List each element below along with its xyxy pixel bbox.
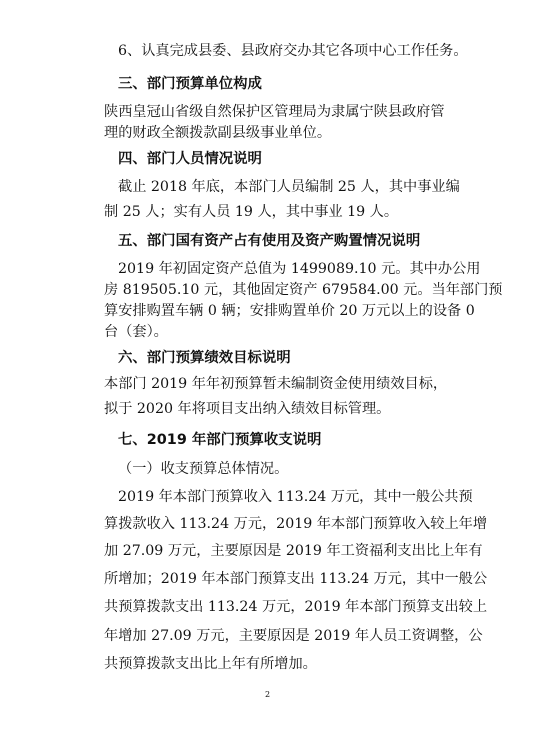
section-3-line-1: 陕西皇冠山省级自然保护区管理局为隶属宁陕县政府管	[104, 104, 445, 120]
item-6-text: 6、认真完成县委、县政府交办其它各项中心工作任务。	[118, 43, 468, 59]
section-7-line-4: 所增加；2019 年本部门预算支出 113.24 万元，其中一般公	[104, 571, 488, 587]
section-7-line-6: 年增加 27.09 万元，主要原因是 2019 年人员工资调整，公	[104, 628, 483, 644]
section-7-heading: 七、2019 年部门预算收支说明	[118, 432, 322, 448]
section-5-line-1: 2019 年初固定资产总值为 1499089.10 元。其中办公用	[118, 261, 481, 277]
section-5-heading: 五、部门国有资产占有使用及资产购置情况说明	[118, 233, 421, 249]
section-7-line-3: 加 27.09 万元，主要原因是 2019 年工资福利支出比上年有	[104, 543, 483, 559]
section-5-line-2: 房 819505.10 元，其他固定资产 679584.00 元。当年部门预	[104, 282, 503, 298]
section-5-line-3: 算安排购置车辆 0 辆；安排购置单价 20 万元以上的设备 0	[104, 303, 475, 319]
section-5-line-4: 台（套）。	[104, 324, 168, 340]
section-6-line-2: 拟于 2020 年将项目支出纳入绩效目标管理。	[104, 401, 391, 417]
section-7-line-7: 共预算拨款支出比上年有所增加。	[104, 656, 317, 672]
section-4-line-2: 制 25 人；实有人员 19 人，其中事业 19 人。	[104, 204, 399, 220]
section-7-line-5: 共预算拨款支出 113.24 万元，2019 年本部门预算支出较上	[104, 599, 488, 615]
page-number: 2	[264, 690, 271, 699]
section-6-heading: 六、部门预算绩效目标说明	[118, 350, 291, 366]
section-3-line-2: 理的财政全额拨款副县级事业单位。	[104, 125, 332, 141]
section-6-line-1: 本部门 2019 年年初预算暂未编制资金使用绩效目标，	[104, 376, 448, 392]
section-7-line-2: 算拨款收入 113.24 万元，2019 年本部门预算收入较上年增	[104, 516, 488, 532]
section-3-heading: 三、部门预算单位构成	[118, 76, 262, 92]
section-4-line-1: 截止 2018 年底，本部门人员编制 25 人，其中事业编	[118, 179, 460, 195]
section-4-heading: 四、部门人员情况说明	[118, 151, 262, 167]
section-7-subheading: （一）收支预算总体情况。	[118, 461, 289, 477]
section-7-line-1: 2019 年本部门预算收入 113.24 万元，其中一般公共预	[118, 489, 473, 505]
